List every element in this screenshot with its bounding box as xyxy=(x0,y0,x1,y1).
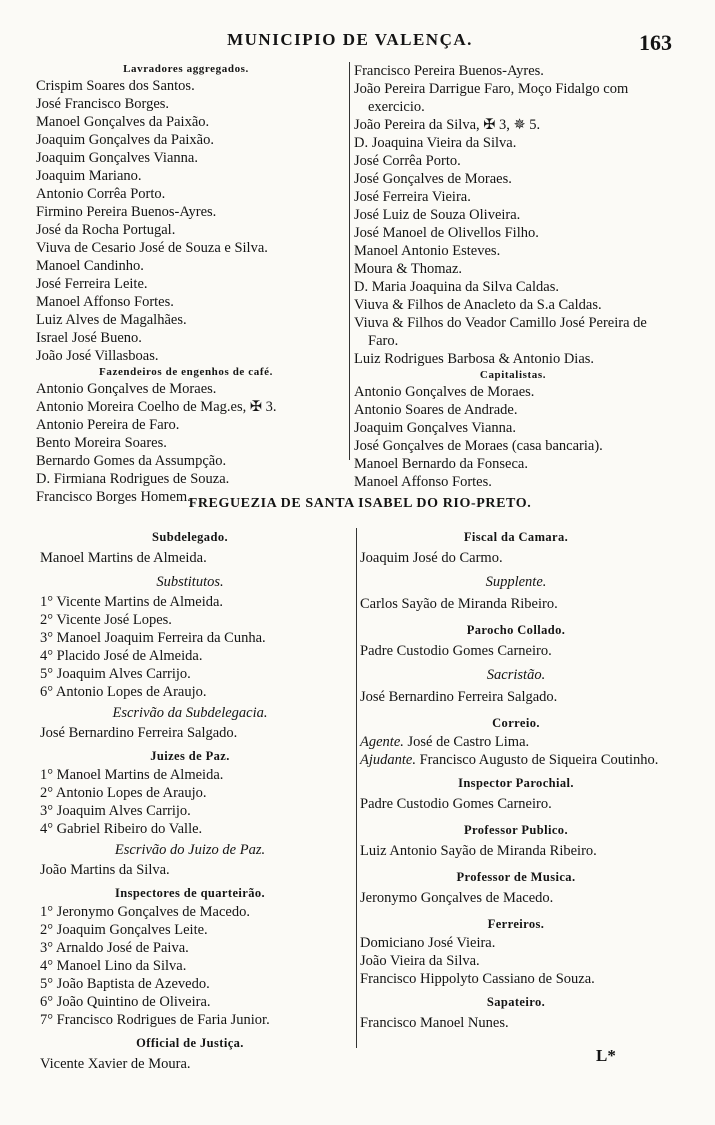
section-heading: Lavradores aggregados. xyxy=(123,63,249,75)
list-entry: João Pereira da Silva, ✠ 3, ✵ 5. xyxy=(354,117,541,133)
top-left-column xyxy=(36,62,336,506)
list-entry: Viuva de Cesario José de Souza e Silva. xyxy=(36,240,268,256)
list-entry: Francisco Hippolyto Cassiano de Souza. xyxy=(360,971,595,987)
running-header-title: MUNICIPIO DE VALENÇA. xyxy=(227,30,473,49)
list-entry: 4° Gabriel Ribeiro do Valle. xyxy=(40,821,203,837)
section-heading: Ferreiros. xyxy=(487,917,545,931)
list-entry: Luiz Antonio Sayão de Miranda Ribeiro. xyxy=(360,843,597,859)
list-entry: 2° Joaquim Gonçalves Leite. xyxy=(40,922,208,938)
list-entry: Carlos Sayão de Miranda Ribeiro. xyxy=(360,596,558,612)
list-entry: Antonio Corrêa Porto. xyxy=(36,186,166,202)
list-entry: Joaquim Mariano. xyxy=(36,168,142,184)
list-entry: 3° Joaquim Alves Carrijo. xyxy=(40,803,191,819)
list-entry: Antonio Pereira de Faro. xyxy=(36,417,180,433)
list-entry: Luiz Alves de Magalhães. xyxy=(36,312,187,328)
list-entry: Israel José Bueno. xyxy=(36,330,142,346)
section-heading: Sapateiro. xyxy=(486,995,546,1009)
list-entry: Luiz Rodrigues Barbosa & Antonio Dias. xyxy=(354,351,595,367)
top-right-column xyxy=(354,62,672,491)
list-entry: José Ferreira Vieira. xyxy=(354,189,471,205)
list-entry: Francisco Borges Homem. xyxy=(36,489,191,505)
role-subheading: Escrivão da Subdelegacia. xyxy=(112,705,268,721)
list-entry: 4° Placido José de Almeida. xyxy=(40,648,203,664)
section-title: FREGUEZIA DE SANTA ISABEL DO RIO-PRETO. xyxy=(188,496,532,511)
list-entry: José Gonçalves de Moraes (casa bancaria). xyxy=(354,438,603,454)
section-heading: Fazendeiros de engenhos de café. xyxy=(99,366,273,378)
list-entry: Manoel Gonçalves da Paixão. xyxy=(36,114,210,130)
list-entry: Manoel Candinho. xyxy=(36,258,144,274)
list-entry: 7° Francisco Rodrigues de Faria Junior. xyxy=(40,1012,270,1028)
list-entry: José Gonçalves de Moraes. xyxy=(354,171,512,187)
list-entry: José Bernardino Ferreira Salgado. xyxy=(40,725,238,741)
section-heading: Inspector Parochial. xyxy=(458,776,574,790)
list-entry: Francisco Pereira Buenos-Ayres. xyxy=(354,63,544,79)
section-heading: Parocho Collado. xyxy=(466,623,566,637)
list-entry: 1° Vicente Martins de Almeida. xyxy=(40,594,224,610)
role-subheading: Supplente. xyxy=(485,574,547,590)
list-entry: João Pereira Darrigue Faro, Moço Fidalgo com exercicio. xyxy=(354,81,629,115)
list-entry: 3° Arnaldo José de Paiva. xyxy=(40,940,189,956)
bottom-left-column xyxy=(40,523,340,1076)
list-entry: Firmino Pereira Buenos-Ayres. xyxy=(36,204,217,220)
list-entry: Antonio Moreira Coelho de Mag.es, ✠ 3. xyxy=(36,399,277,415)
list-entry: João José Villasboas. xyxy=(36,348,159,364)
list-entry: 3° Manoel Joaquim Ferreira da Cunha. xyxy=(40,630,266,646)
role-label: Ajudante. xyxy=(360,752,416,768)
list-entry: João Martins da Silva. xyxy=(40,862,170,878)
list-entry: Jeronymo Gonçalves de Macedo. xyxy=(360,890,554,906)
list-entry: José Bernardino Ferreira Salgado. xyxy=(360,689,558,705)
list-entry: José Francisco Borges. xyxy=(36,96,170,112)
list-entry: Manoel Martins de Almeida. xyxy=(40,550,207,566)
correio-entry xyxy=(360,733,672,751)
list-entry: 6° Antonio Lopes de Araujo. xyxy=(40,684,207,700)
list-entry: Manoel Affonso Fortes. xyxy=(354,474,492,490)
list-entry: Francisco Manoel Nunes. xyxy=(360,1015,509,1031)
list-entry: D. Joaquina Vieira da Silva. xyxy=(354,135,517,151)
list-entry: Viuva & Filhos de Anacleto da S.a Caldas. xyxy=(354,297,602,313)
section-heading: Correio. xyxy=(492,716,540,730)
list-entry: Antonio Soares de Andrade. xyxy=(354,402,518,418)
list-entry: José Corrêa Porto. xyxy=(354,153,461,169)
list-entry: Domiciano José Vieira. xyxy=(360,935,496,951)
list-entry: 2° Vicente José Lopes. xyxy=(40,612,172,628)
role-holder: José de Castro Lima. xyxy=(407,734,530,750)
list-entry: José Manoel de Olivellos Filho. xyxy=(354,225,539,241)
list-entry: 6° João Quintino de Oliveira. xyxy=(40,994,211,1010)
section-heading: Professor de Musica. xyxy=(456,870,576,884)
list-entry: Bernardo Gomes da Assumpção. xyxy=(36,453,227,469)
signature-mark: L* xyxy=(596,1046,616,1065)
list-entry: 4° Manoel Lino da Silva. xyxy=(40,958,187,974)
list-entry: Manoel Bernardo da Fonseca. xyxy=(354,456,528,472)
list-entry: Manoel Affonso Fortes. xyxy=(36,294,174,310)
section-heading: Inspectores de quarteirão. xyxy=(114,886,266,900)
list-entry: D. Maria Joaquina da Silva Caldas. xyxy=(354,279,559,295)
role-subheading: Substitutos. xyxy=(156,574,224,590)
list-entry: Crispim Soares dos Santos. xyxy=(36,78,195,94)
list-entry: 5° Joaquim Alves Carrijo. xyxy=(40,666,191,682)
list-entry: Antonio Gonçalves de Moraes. xyxy=(354,384,535,400)
list-entry: D. Firmiana Rodrigues de Souza. xyxy=(36,471,230,487)
section-heading: Capitalistas. xyxy=(479,369,547,381)
list-entry: José Ferreira Leite. xyxy=(36,276,148,292)
section-heading: Fiscal da Camara. xyxy=(463,530,569,544)
page-number: 163 xyxy=(639,30,672,55)
list-entry: José da Rocha Portugal. xyxy=(36,222,176,238)
list-entry: Joaquim Gonçalves Vianna. xyxy=(354,420,516,436)
list-entry: Manoel Antonio Esteves. xyxy=(354,243,501,259)
list-entry: Antonio Gonçalves de Moraes. xyxy=(36,381,217,397)
section-heading: Subdelegado. xyxy=(151,530,228,544)
bottom-right-column xyxy=(360,523,672,1035)
list-entry: Vicente Xavier de Moura. xyxy=(40,1056,191,1072)
list-entry: Padre Custodio Gomes Carneiro. xyxy=(360,643,552,659)
section-heading: Professor Publico. xyxy=(464,823,568,837)
list-entry: 1° Manoel Martins de Almeida. xyxy=(40,767,224,783)
correio-entry xyxy=(360,751,672,769)
list-entry: Padre Custodio Gomes Carneiro. xyxy=(360,796,552,812)
column-divider-top xyxy=(349,62,350,460)
column-divider-bottom xyxy=(356,528,357,1048)
list-entry: 2° Antonio Lopes de Araujo. xyxy=(40,785,207,801)
list-entry: João Vieira da Silva. xyxy=(360,953,480,969)
list-entry: Joaquim Gonçalves da Paixão. xyxy=(36,132,214,148)
section-heading: Official de Justiça. xyxy=(136,1036,244,1050)
role-subheading: Sacristão. xyxy=(486,667,546,683)
section-heading: Juizes de Paz. xyxy=(150,749,230,763)
list-entry: Joaquim José do Carmo. xyxy=(360,550,503,566)
role-holder: Francisco Augusto de Siqueira Coutinho. xyxy=(419,752,659,768)
list-entry: 1° Jeronymo Gonçalves de Macedo. xyxy=(40,904,250,920)
list-entry: 5° João Baptista de Azevedo. xyxy=(40,976,210,992)
role-label: Agente. xyxy=(360,734,404,750)
list-entry: Joaquim Gonçalves Vianna. xyxy=(36,150,198,166)
list-entry: Viuva & Filhos do Veador Camillo José Pereira de Faro. xyxy=(354,315,647,349)
role-subheading: Escrivão do Juizo de Paz. xyxy=(114,842,266,858)
list-entry: Moura & Thomaz. xyxy=(354,261,463,277)
list-entry: José Luiz de Souza Oliveira. xyxy=(354,207,521,223)
list-entry: Bento Moreira Soares. xyxy=(36,435,167,451)
